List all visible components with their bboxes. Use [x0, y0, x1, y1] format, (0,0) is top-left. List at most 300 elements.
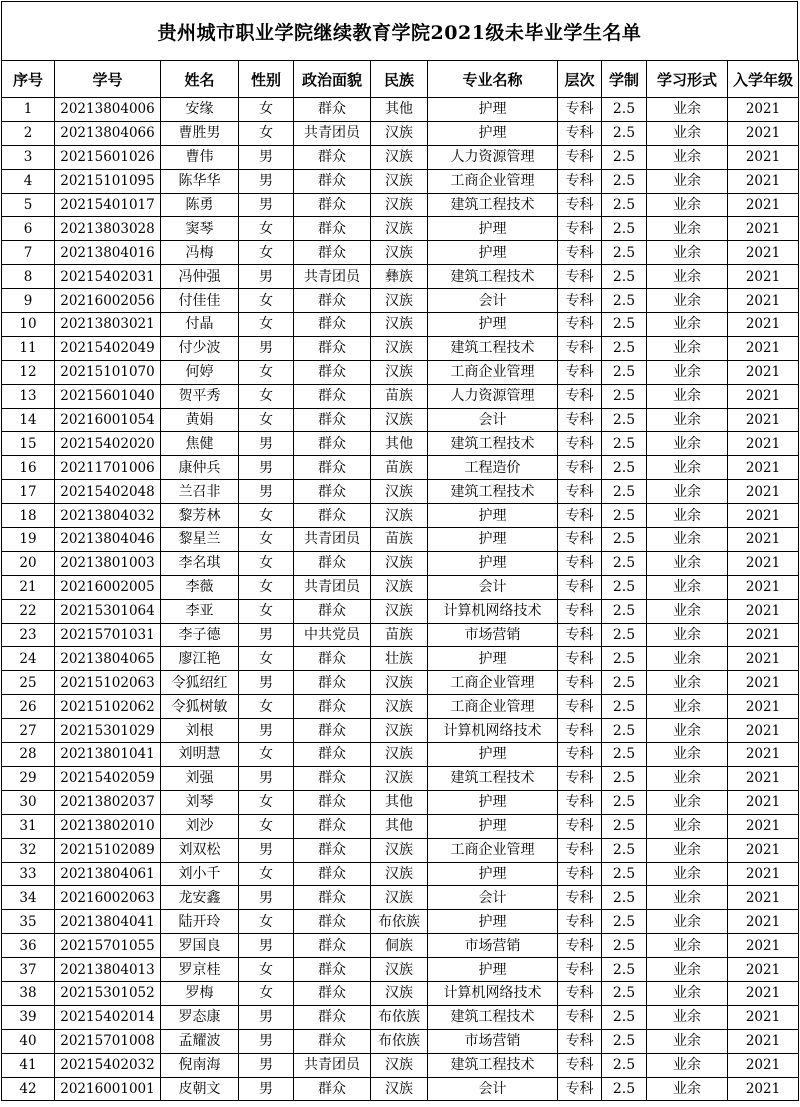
cell-political-status: 群众	[294, 241, 371, 265]
cell-index: 14	[2, 408, 55, 432]
cell-ethnicity: 汉族	[371, 575, 428, 599]
cell-major: 人力资源管理	[428, 145, 558, 169]
cell-student-id: 20213804065	[55, 647, 161, 671]
cell-index: 33	[2, 862, 55, 886]
cell-enrollment-year: 2021	[728, 193, 799, 217]
cell-ethnicity: 其他	[371, 98, 428, 122]
table-row	[2, 886, 799, 910]
cell-political-status: 群众	[294, 480, 371, 504]
cell-major: 建筑工程技术	[428, 432, 558, 456]
cell-study-mode: 业余	[647, 1029, 728, 1053]
cell-student-id: 20213803028	[55, 217, 161, 241]
cell-gender: 女	[239, 551, 294, 575]
cell-level: 专科	[558, 766, 602, 790]
cell-study-mode: 业余	[647, 743, 728, 767]
cell-enrollment-year: 2021	[728, 313, 799, 337]
header-name: 姓名	[161, 61, 239, 98]
cell-duration: 2.5	[602, 838, 647, 862]
cell-study-mode: 业余	[647, 169, 728, 193]
cell-enrollment-year: 2021	[728, 719, 799, 743]
cell-name: 付佳佳	[161, 289, 239, 313]
cell-name: 何婷	[161, 360, 239, 384]
cell-gender: 男	[239, 336, 294, 360]
cell-student-id: 20216002063	[55, 886, 161, 910]
cell-name: 焦健	[161, 432, 239, 456]
cell-name: 刘琴	[161, 790, 239, 814]
table-row	[2, 958, 799, 982]
cell-study-mode: 业余	[647, 814, 728, 838]
cell-duration: 2.5	[602, 1077, 647, 1101]
cell-study-mode: 业余	[647, 719, 728, 743]
header-gender: 性别	[239, 61, 294, 98]
cell-gender: 男	[239, 169, 294, 193]
cell-duration: 2.5	[602, 456, 647, 480]
cell-study-mode: 业余	[647, 647, 728, 671]
cell-ethnicity: 苗族	[371, 528, 428, 552]
cell-name: 刘双松	[161, 838, 239, 862]
cell-political-status: 群众	[294, 145, 371, 169]
cell-level: 专科	[558, 432, 602, 456]
cell-enrollment-year: 2021	[728, 121, 799, 145]
cell-political-status: 群众	[294, 456, 371, 480]
cell-name: 陈勇	[161, 193, 239, 217]
cell-student-id: 20216001001	[55, 1077, 161, 1101]
cell-gender: 女	[239, 790, 294, 814]
table-row	[2, 623, 799, 647]
cell-student-id: 20215101070	[55, 360, 161, 384]
cell-ethnicity: 汉族	[371, 695, 428, 719]
cell-student-id: 20213801003	[55, 551, 161, 575]
cell-gender: 女	[239, 958, 294, 982]
cell-name: 罗国良	[161, 934, 239, 958]
cell-student-id: 20213803021	[55, 313, 161, 337]
cell-ethnicity: 布依族	[371, 910, 428, 934]
cell-major: 建筑工程技术	[428, 1053, 558, 1077]
cell-major: 会计	[428, 1077, 558, 1101]
cell-student-id: 20215701055	[55, 934, 161, 958]
cell-student-id: 20216002005	[55, 575, 161, 599]
header-enrollment-year: 入学年级	[728, 61, 799, 98]
cell-gender: 女	[239, 599, 294, 623]
cell-study-mode: 业余	[647, 575, 728, 599]
cell-gender: 男	[239, 145, 294, 169]
table-row	[2, 1053, 799, 1077]
cell-study-mode: 业余	[647, 934, 728, 958]
header-student-id: 学号	[55, 61, 161, 98]
cell-duration: 2.5	[602, 886, 647, 910]
table-row	[2, 575, 799, 599]
cell-major: 会计	[428, 886, 558, 910]
cell-gender: 女	[239, 814, 294, 838]
table-row	[2, 981, 799, 1005]
cell-index: 36	[2, 934, 55, 958]
cell-name: 陆开玲	[161, 910, 239, 934]
cell-index: 35	[2, 910, 55, 934]
cell-student-id: 20216002056	[55, 289, 161, 313]
table-row	[2, 551, 799, 575]
cell-major: 市场营销	[428, 1029, 558, 1053]
cell-study-mode: 业余	[647, 384, 728, 408]
cell-political-status: 群众	[294, 98, 371, 122]
table-row	[2, 384, 799, 408]
cell-enrollment-year: 2021	[728, 862, 799, 886]
cell-level: 专科	[558, 265, 602, 289]
table-row	[2, 456, 799, 480]
cell-enrollment-year: 2021	[728, 456, 799, 480]
cell-major: 会计	[428, 408, 558, 432]
cell-ethnicity: 汉族	[371, 981, 428, 1005]
cell-level: 专科	[558, 886, 602, 910]
cell-major: 人力资源管理	[428, 384, 558, 408]
cell-index: 19	[2, 528, 55, 552]
cell-ethnicity: 汉族	[371, 121, 428, 145]
cell-name: 窦琴	[161, 217, 239, 241]
cell-study-mode: 业余	[647, 981, 728, 1005]
cell-name: 康仲兵	[161, 456, 239, 480]
cell-study-mode: 业余	[647, 838, 728, 862]
cell-name: 李名琪	[161, 551, 239, 575]
cell-student-id: 20213804066	[55, 121, 161, 145]
cell-student-id: 20213804013	[55, 958, 161, 982]
table-row	[2, 241, 799, 265]
document-title: 贵州城市职业学院继续教育学院2021级未毕业学生名单	[1, 1, 798, 60]
cell-political-status: 群众	[294, 1029, 371, 1053]
cell-study-mode: 业余	[647, 408, 728, 432]
table-row	[2, 432, 799, 456]
cell-major: 工商企业管理	[428, 838, 558, 862]
cell-major: 建筑工程技术	[428, 193, 558, 217]
cell-name: 贺平秀	[161, 384, 239, 408]
cell-index: 31	[2, 814, 55, 838]
roster-sheet	[1, 1, 798, 1101]
cell-name: 陈华华	[161, 169, 239, 193]
cell-enrollment-year: 2021	[728, 934, 799, 958]
cell-study-mode: 业余	[647, 958, 728, 982]
cell-duration: 2.5	[602, 575, 647, 599]
cell-study-mode: 业余	[647, 265, 728, 289]
cell-gender: 男	[239, 1029, 294, 1053]
cell-major: 护理	[428, 790, 558, 814]
table-row	[2, 766, 799, 790]
cell-name: 刘沙	[161, 814, 239, 838]
cell-major: 护理	[428, 910, 558, 934]
table-row	[2, 910, 799, 934]
cell-political-status: 群众	[294, 217, 371, 241]
cell-major: 护理	[428, 313, 558, 337]
cell-level: 专科	[558, 289, 602, 313]
table-row	[2, 121, 799, 145]
cell-ethnicity: 苗族	[371, 623, 428, 647]
cell-index: 16	[2, 456, 55, 480]
cell-gender: 女	[239, 743, 294, 767]
cell-political-status: 群众	[294, 408, 371, 432]
table-row	[2, 504, 799, 528]
cell-political-status: 群众	[294, 790, 371, 814]
table-row	[2, 790, 799, 814]
cell-duration: 2.5	[602, 814, 647, 838]
cell-major: 会计	[428, 575, 558, 599]
cell-level: 专科	[558, 719, 602, 743]
cell-major: 工程造价	[428, 456, 558, 480]
cell-study-mode: 业余	[647, 599, 728, 623]
cell-gender: 女	[239, 575, 294, 599]
cell-student-id: 20213804006	[55, 98, 161, 122]
cell-major: 护理	[428, 814, 558, 838]
cell-student-id: 20213801041	[55, 743, 161, 767]
cell-major: 工商企业管理	[428, 360, 558, 384]
cell-duration: 2.5	[602, 384, 647, 408]
cell-name: 安缘	[161, 98, 239, 122]
cell-index: 26	[2, 695, 55, 719]
cell-level: 专科	[558, 743, 602, 767]
cell-name: 刘小千	[161, 862, 239, 886]
cell-major: 护理	[428, 743, 558, 767]
cell-index: 7	[2, 241, 55, 265]
cell-duration: 2.5	[602, 265, 647, 289]
header-political-status: 政治面貌	[294, 61, 371, 98]
cell-level: 专科	[558, 1029, 602, 1053]
cell-study-mode: 业余	[647, 1005, 728, 1029]
cell-enrollment-year: 2021	[728, 838, 799, 862]
cell-study-mode: 业余	[647, 504, 728, 528]
cell-gender: 男	[239, 886, 294, 910]
cell-name: 罗态康	[161, 1005, 239, 1029]
cell-political-status: 群众	[294, 1005, 371, 1029]
cell-index: 30	[2, 790, 55, 814]
cell-student-id: 20215402059	[55, 766, 161, 790]
cell-student-id: 20213804032	[55, 504, 161, 528]
cell-enrollment-year: 2021	[728, 1029, 799, 1053]
cell-student-id: 20213804061	[55, 862, 161, 886]
table-row	[2, 265, 799, 289]
cell-index: 13	[2, 384, 55, 408]
cell-index: 20	[2, 551, 55, 575]
header-duration: 学制	[602, 61, 647, 98]
cell-duration: 2.5	[602, 121, 647, 145]
cell-enrollment-year: 2021	[728, 790, 799, 814]
cell-major: 护理	[428, 958, 558, 982]
cell-name: 兰召非	[161, 480, 239, 504]
cell-student-id: 20215402049	[55, 336, 161, 360]
cell-level: 专科	[558, 790, 602, 814]
cell-enrollment-year: 2021	[728, 145, 799, 169]
cell-duration: 2.5	[602, 910, 647, 934]
cell-name: 李亚	[161, 599, 239, 623]
cell-index: 5	[2, 193, 55, 217]
cell-name: 龙安鑫	[161, 886, 239, 910]
cell-major: 护理	[428, 217, 558, 241]
cell-political-status: 群众	[294, 647, 371, 671]
cell-name: 罗梅	[161, 981, 239, 1005]
cell-level: 专科	[558, 934, 602, 958]
cell-enrollment-year: 2021	[728, 265, 799, 289]
cell-student-id: 20213802010	[55, 814, 161, 838]
cell-political-status: 群众	[294, 743, 371, 767]
cell-index: 12	[2, 360, 55, 384]
cell-enrollment-year: 2021	[728, 432, 799, 456]
cell-name: 刘根	[161, 719, 239, 743]
cell-ethnicity: 汉族	[371, 336, 428, 360]
cell-study-mode: 业余	[647, 623, 728, 647]
cell-study-mode: 业余	[647, 671, 728, 695]
cell-student-id: 20215102062	[55, 695, 161, 719]
cell-name: 刘强	[161, 766, 239, 790]
cell-political-status: 群众	[294, 599, 371, 623]
cell-study-mode: 业余	[647, 1053, 728, 1077]
cell-gender: 男	[239, 1053, 294, 1077]
cell-gender: 女	[239, 647, 294, 671]
cell-political-status: 群众	[294, 432, 371, 456]
cell-duration: 2.5	[602, 623, 647, 647]
cell-level: 专科	[558, 981, 602, 1005]
cell-gender: 女	[239, 528, 294, 552]
cell-ethnicity: 汉族	[371, 551, 428, 575]
cell-political-status: 群众	[294, 169, 371, 193]
cell-student-id: 20213804046	[55, 528, 161, 552]
cell-index: 10	[2, 313, 55, 337]
cell-major: 护理	[428, 504, 558, 528]
cell-duration: 2.5	[602, 1005, 647, 1029]
cell-enrollment-year: 2021	[728, 551, 799, 575]
cell-gender: 男	[239, 456, 294, 480]
cell-duration: 2.5	[602, 336, 647, 360]
cell-level: 专科	[558, 98, 602, 122]
cell-level: 专科	[558, 599, 602, 623]
cell-name: 曹伟	[161, 145, 239, 169]
cell-index: 42	[2, 1077, 55, 1101]
cell-duration: 2.5	[602, 217, 647, 241]
cell-name: 令狐绍红	[161, 671, 239, 695]
header-study-mode: 学习形式	[647, 61, 728, 98]
cell-level: 专科	[558, 241, 602, 265]
cell-student-id: 20215701008	[55, 1029, 161, 1053]
table-row	[2, 671, 799, 695]
cell-ethnicity: 布依族	[371, 1005, 428, 1029]
cell-enrollment-year: 2021	[728, 98, 799, 122]
cell-index: 21	[2, 575, 55, 599]
cell-ethnicity: 汉族	[371, 241, 428, 265]
cell-index: 9	[2, 289, 55, 313]
cell-student-id: 20213804016	[55, 241, 161, 265]
table-row	[2, 408, 799, 432]
cell-study-mode: 业余	[647, 336, 728, 360]
cell-duration: 2.5	[602, 551, 647, 575]
cell-major: 建筑工程技术	[428, 766, 558, 790]
cell-major: 护理	[428, 647, 558, 671]
cell-major: 护理	[428, 98, 558, 122]
table-row	[2, 838, 799, 862]
cell-level: 专科	[558, 838, 602, 862]
cell-study-mode: 业余	[647, 289, 728, 313]
cell-index: 17	[2, 480, 55, 504]
cell-major: 计算机网络技术	[428, 719, 558, 743]
cell-major: 护理	[428, 121, 558, 145]
cell-name: 刘明慧	[161, 743, 239, 767]
cell-enrollment-year: 2021	[728, 958, 799, 982]
cell-major: 计算机网络技术	[428, 599, 558, 623]
cell-index: 4	[2, 169, 55, 193]
cell-ethnicity: 壮族	[371, 647, 428, 671]
cell-duration: 2.5	[602, 719, 647, 743]
cell-political-status: 共青团员	[294, 528, 371, 552]
cell-duration: 2.5	[602, 599, 647, 623]
cell-student-id: 20215402032	[55, 1053, 161, 1077]
cell-political-status: 群众	[294, 886, 371, 910]
cell-gender: 女	[239, 289, 294, 313]
cell-index: 37	[2, 958, 55, 982]
cell-gender: 男	[239, 1077, 294, 1101]
cell-index: 24	[2, 647, 55, 671]
cell-index: 1	[2, 98, 55, 122]
cell-index: 3	[2, 145, 55, 169]
cell-level: 专科	[558, 575, 602, 599]
cell-index: 40	[2, 1029, 55, 1053]
cell-political-status: 群众	[294, 289, 371, 313]
cell-study-mode: 业余	[647, 193, 728, 217]
cell-student-id: 20213802037	[55, 790, 161, 814]
cell-ethnicity: 汉族	[371, 1053, 428, 1077]
cell-enrollment-year: 2021	[728, 408, 799, 432]
table-row	[2, 647, 799, 671]
cell-study-mode: 业余	[647, 313, 728, 337]
cell-duration: 2.5	[602, 98, 647, 122]
cell-level: 专科	[558, 193, 602, 217]
cell-gender: 女	[239, 384, 294, 408]
cell-major: 建筑工程技术	[428, 265, 558, 289]
cell-study-mode: 业余	[647, 1077, 728, 1101]
cell-index: 38	[2, 981, 55, 1005]
cell-name: 李薇	[161, 575, 239, 599]
cell-ethnicity: 汉族	[371, 145, 428, 169]
cell-political-status: 共青团员	[294, 1053, 371, 1077]
cell-index: 25	[2, 671, 55, 695]
cell-duration: 2.5	[602, 480, 647, 504]
cell-enrollment-year: 2021	[728, 169, 799, 193]
cell-ethnicity: 苗族	[371, 456, 428, 480]
cell-ethnicity: 彝族	[371, 265, 428, 289]
cell-name: 付晶	[161, 313, 239, 337]
cell-duration: 2.5	[602, 862, 647, 886]
cell-enrollment-year: 2021	[728, 671, 799, 695]
student-table	[1, 60, 799, 1101]
cell-enrollment-year: 2021	[728, 910, 799, 934]
cell-duration: 2.5	[602, 743, 647, 767]
cell-political-status: 群众	[294, 671, 371, 695]
cell-political-status: 群众	[294, 695, 371, 719]
table-row	[2, 934, 799, 958]
cell-enrollment-year: 2021	[728, 814, 799, 838]
cell-enrollment-year: 2021	[728, 743, 799, 767]
cell-duration: 2.5	[602, 313, 647, 337]
cell-study-mode: 业余	[647, 360, 728, 384]
cell-gender: 男	[239, 265, 294, 289]
cell-political-status: 群众	[294, 958, 371, 982]
cell-student-id: 20215301029	[55, 719, 161, 743]
table-row	[2, 313, 799, 337]
cell-ethnicity: 汉族	[371, 169, 428, 193]
cell-enrollment-year: 2021	[728, 981, 799, 1005]
cell-name: 廖江艳	[161, 647, 239, 671]
cell-gender: 女	[239, 241, 294, 265]
header-ethnicity: 民族	[371, 61, 428, 98]
cell-gender: 男	[239, 432, 294, 456]
cell-enrollment-year: 2021	[728, 766, 799, 790]
cell-study-mode: 业余	[647, 217, 728, 241]
header-major: 专业名称	[428, 61, 558, 98]
table-row	[2, 1005, 799, 1029]
cell-index: 11	[2, 336, 55, 360]
cell-ethnicity: 汉族	[371, 719, 428, 743]
